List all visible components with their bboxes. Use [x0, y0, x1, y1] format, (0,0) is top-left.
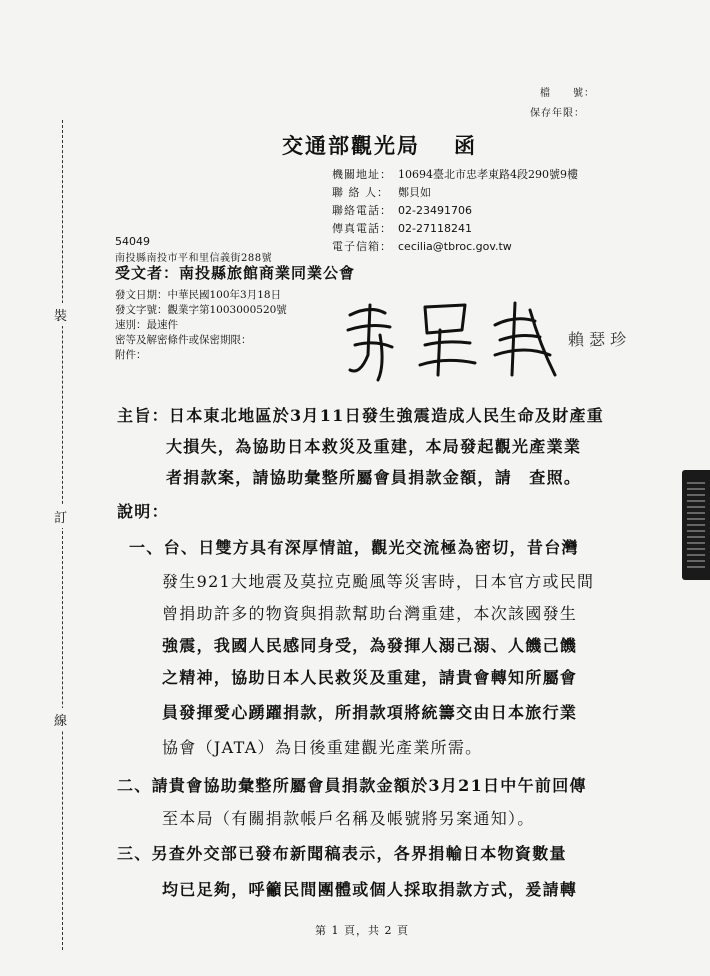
- para1-line-3: 曾捐助許多的物資與捐款幫助台灣重建，本次該國發生: [162, 604, 578, 623]
- binding-mark-top: 裝: [54, 303, 67, 326]
- document-type: 函: [454, 133, 477, 158]
- speed-class: 速別：最速件: [115, 319, 178, 331]
- fax-number: 02-27118241: [398, 222, 472, 235]
- para1-line-4: 強震，我國人民感同身受，為發揮人溺己溺、人饑己饑: [162, 636, 578, 655]
- email-address: cecilia@tbroc.gov.tw: [398, 240, 512, 253]
- document-meta: [115, 288, 287, 363]
- binding-mark-bottom: 線: [54, 708, 67, 731]
- para1-line-2: 發生921大地震及莫拉克颱風等災害時，日本官方或民間: [162, 572, 595, 591]
- security-class: 密等及解密條件或保密期限：: [115, 334, 252, 346]
- contact-block: [332, 166, 578, 256]
- official-signature: [330, 285, 630, 395]
- subject-line-2: 大損失，為協助日本救災及重建，本局發起觀光產業業: [166, 437, 582, 456]
- para3-line-1: 三、另查外交部已發布新聞稿表示，各界捐輸日本物資數量: [117, 844, 567, 863]
- contact-label: 聯 絡 人：: [332, 186, 389, 199]
- agency-address: 10694臺北市忠孝東路4段290號9樓: [398, 168, 578, 181]
- fax-label: 傳真電話：: [332, 222, 392, 235]
- para1-line-7: 協會（JATA）為日後重建觀光產業所需。: [162, 738, 483, 757]
- address-label: 機關地址：: [332, 168, 392, 181]
- document-title: [282, 130, 477, 160]
- para1-line-1: 一、台、日雙方具有深厚情誼，觀光交流極為密切，昔台灣: [129, 538, 579, 557]
- agency-name: 交通部觀光局: [282, 133, 420, 158]
- page-number: 第 1 頁，共 2 頁: [315, 924, 409, 937]
- recipient-address: 南投縣南投市平和里信義街288號: [115, 253, 273, 264]
- document-number: 發文字號：觀業字第1003000520號: [115, 304, 287, 316]
- explanation-heading: 說明：: [117, 502, 169, 521]
- attachment-label: 附件：: [115, 349, 147, 361]
- para2-line-1: 二、請貴會協助彙整所屬會員捐款金額於3月21日中午前回傳: [117, 776, 587, 795]
- para1-line-5: 之精神，協助日本人民救災及重建，請貴會轉知所屬會: [162, 668, 578, 687]
- subject-line-3: 者捐款案，請協助彙整所屬會員捐款金額，請 查照。: [166, 468, 582, 487]
- para2-line-2: 至本局（有關捐款帳戶名稱及帳號將另案通知）。: [162, 809, 535, 828]
- signature-text: 賴 瑟 珍: [568, 330, 627, 349]
- para3-line-2: 均已足夠，呼籲民間團體或個人採取捐款方式，爰請轉: [162, 880, 578, 899]
- para1-line-6: 員發揮愛心踴躍捐款，所捐款項將統籌交由日本旅行業: [162, 703, 578, 722]
- phone-label: 聯絡電話：: [332, 204, 392, 217]
- retention-label: 保存年限：: [530, 108, 585, 119]
- file-number-label: 檔 號：: [540, 88, 595, 99]
- edge-receipt-stamp: [682, 470, 710, 580]
- subject-line-1: 主旨：日本東北地區於3月11日發生強震造成人民生命及財產重: [117, 406, 605, 425]
- contact-person: 鄭貝如: [398, 186, 431, 199]
- recipient-zip: 54049: [115, 235, 150, 248]
- issue-date: 發文日期：中華民國100年3月18日: [115, 289, 282, 301]
- binding-mark-middle: 訂: [54, 505, 67, 528]
- binding-line: [62, 120, 63, 950]
- email-label: 電子信箱：: [332, 240, 392, 253]
- phone-number: 02-23491706: [398, 204, 472, 217]
- recipient-name: 受文者：南投縣旅館商業同業公會: [115, 264, 356, 282]
